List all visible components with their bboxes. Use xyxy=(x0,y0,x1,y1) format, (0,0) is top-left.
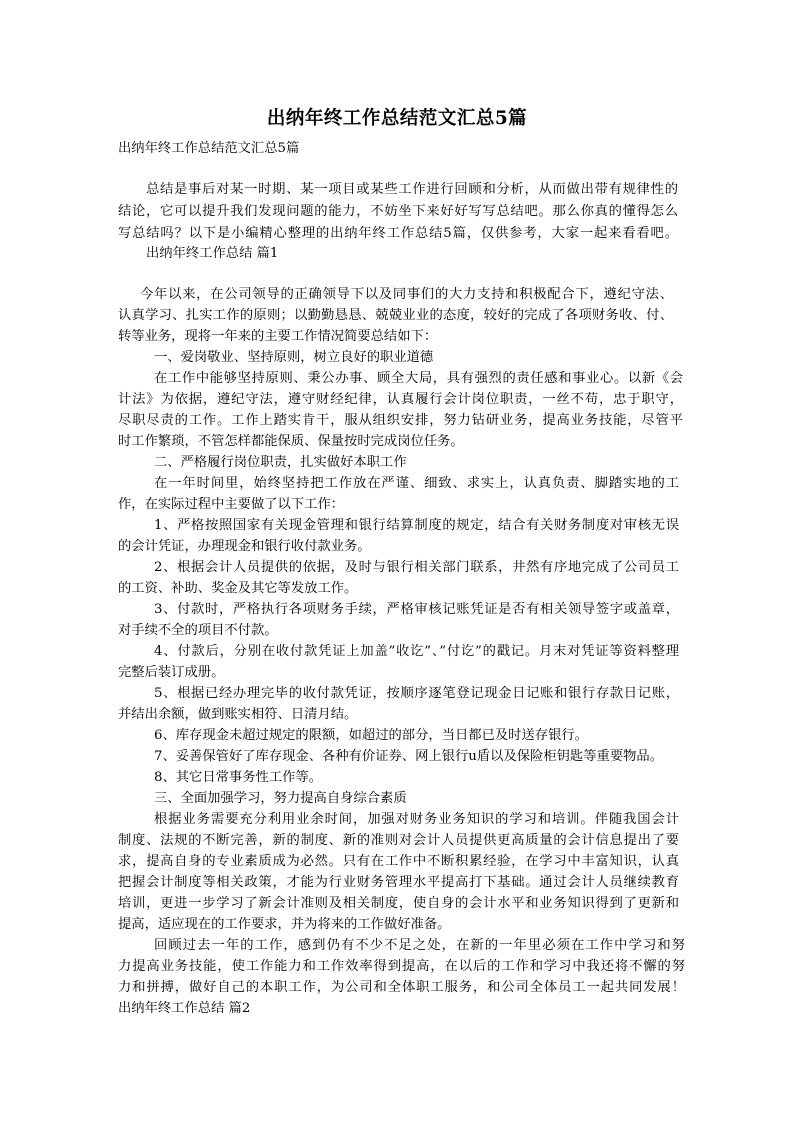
list-item: 5、根据已经办理完毕的收付款凭证，按顺序逐笔登记现金日记账和银行存款日记账， xyxy=(154,686,679,701)
section-2-intro-line: 作，在实际过程中主要做了以下工作： xyxy=(118,497,345,512)
section-3-heading: 三、全面加强学习，努力提高自身综合素质 xyxy=(154,791,407,806)
section-2-heading: 二、严格履行岗位职责，扎实做好本职工作 xyxy=(154,455,407,470)
section-1-line: 计法》为依据，遵纪守法，遵守财经纪律，认真履行会计岗位职责，一丝不苟，忠于职守， xyxy=(118,392,683,407)
opening-line: 今年以来，在公司领导的正确领导下以及同事们的大力支持和积极配合下，遵纪守法、 xyxy=(140,287,673,302)
section-3-line: 制度、法规的不断完善，新的制度、新的准则对会计人员提供更高质量的会计信息提出了要 xyxy=(118,833,679,848)
list-item-continued: 的工资、补助、奖金及其它等发放工作。 xyxy=(118,581,358,596)
list-item: 2、根据会计人员提供的依据，及时与银行相关部门联系，井然有序地完成了公司员工 xyxy=(154,560,679,575)
intro-line: 总结是事后对某一时期、某一项目或某些工作进行回顾和分析，从而做出带有规律性的 xyxy=(146,182,678,197)
list-item: 1、严格按照国家有关现金管理和银行结算制度的规定，结合有关财务制度对审核无误 xyxy=(154,518,679,533)
section-1-line: 在工作中能够坚持原则、秉公办事、顾全大局，具有强烈的责任感和事业心。以新《会 xyxy=(154,371,683,386)
section-3-line: 提高，适应现在的工作要求，并为将来的工作做好准备。 xyxy=(118,917,451,932)
closing-line: 回顾过去一年的工作，感到仍有不少不足之处，在新的一年里必须在工作中学习和努 xyxy=(154,938,685,953)
section-3-line: 把握会计制度等相关政策，才能为行业财务管理水平提高打下基础。通过会计人员继续教育 xyxy=(118,875,679,890)
article-1-heading: 出纳年终工作总结 篇1 xyxy=(146,246,279,261)
section-1-line: 尽职尽责的工作。工作上踏实肯干，服从组织安排，努力钻研业务，提高业务技能，尽管平 xyxy=(118,413,683,428)
list-item: 3、付款时，严格执行各项财务手续，严格审核记账凭证是否有相关领导签字或盖章， xyxy=(154,602,679,617)
list-item-continued: 并结出余额，做到账实相符、日清月结。 xyxy=(118,707,358,722)
list-item: 4、付款后，分别在收付款凭证上加盖”收讫”、”付讫”的戳记。月末对凭证等资料整理 xyxy=(154,644,679,659)
section-1-line: 时工作繁琐，不管怎样都能保质、保量按时完成岗位任务。 xyxy=(118,434,464,449)
article-2-heading: 出纳年终工作总结 篇2 xyxy=(118,1001,251,1016)
section-3-line: 培训，更进一步学习了新会计准则及相关制度，使自身的会计水平和业务知识得到了更新和 xyxy=(118,896,679,911)
section-1-heading: 一、爱岗敬业、坚持原则，树立良好的职业道德 xyxy=(154,350,434,365)
list-item-continued: 对手续不全的项目不付款。 xyxy=(118,623,278,638)
section-3-line: 根据业务需要充分利用业余时间，加强对财务业务知识的学习和培训。伴随我国会计 xyxy=(154,812,679,827)
intro-line: 写总结吗？以下是小编精心整理的出纳年终工作总结5篇，仅供参考，大家一起来看看吧。 xyxy=(118,226,678,241)
list-item-continued: 的会计凭证，办理现金和银行收付款业务。 xyxy=(118,539,371,554)
opening-line: 认真学习、扎实工作的原则；以勤勤恳恳、兢兢业业的态度，较好的完成了各项财务收、付、 xyxy=(118,308,673,323)
document-subtitle: 出纳年终工作总结范文汇总5篇 xyxy=(118,141,300,156)
closing-line: 力和拼搏，做好自己的本职工作，为公司和全体职工服务，和公司全体员工一起共同发展！ xyxy=(118,980,685,995)
document-title: 出纳年终工作总结范文汇总5篇 xyxy=(266,108,528,129)
section-3-line: 求，提高自身的专业素质成为必然。只有在工作中不断积累经验，在学习中丰富知识，认真 xyxy=(118,854,679,869)
list-item-continued: 完整后装订成册。 xyxy=(118,665,225,680)
section-2-intro-line: 在一年时间里，始终坚持把工作放在严谨、细致、求实上，认真负责、脚踏实地的工 xyxy=(154,476,679,491)
closing-line: 力提高业务技能，使工作能力和工作效率得到提高，在以后的工作和学习中我还将不懈的努 xyxy=(118,959,685,974)
list-item: 8、其它日常事务性工作等。 xyxy=(154,770,323,785)
intro-line: 结论，它可以提升我们发现问题的能力，不妨坐下来好好写写总结吧。那么你真的懂得怎么 xyxy=(118,204,678,219)
opening-line: 转等业务，现将一年来的主要工作情况简要总结如下： xyxy=(118,329,438,344)
list-item: 6、库存现金未超过规定的限额，如超过的部分，当日都已及时送存银行。 xyxy=(154,728,588,743)
list-item: 7、妥善保管好了库存现金、各种有价证券、网上银行u盾以及保险柜钥匙等重要物品。 xyxy=(154,749,664,764)
